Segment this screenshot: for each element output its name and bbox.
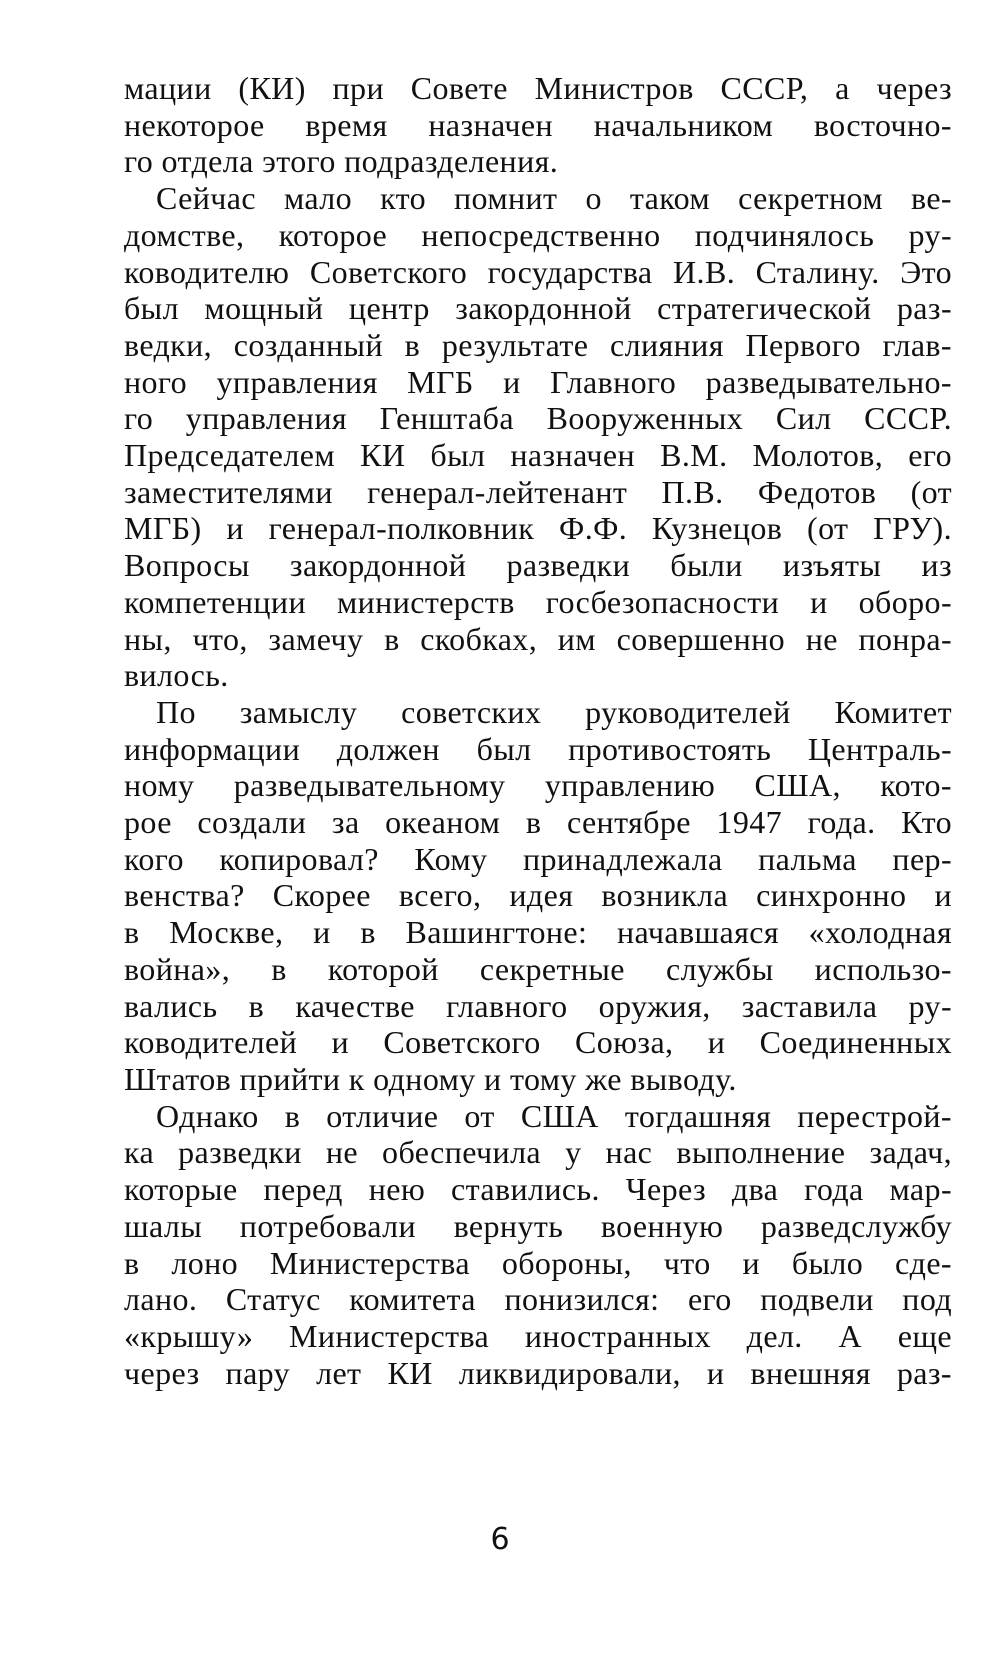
paragraph-3 xyxy=(124,694,952,1098)
text-line: ному разведывательному управлению США, кото- xyxy=(124,767,952,804)
text-line: война», в которой секретные службы использо- xyxy=(124,950,952,987)
text-line: венства? Скорее всего, идея возникла синхронно и xyxy=(124,877,952,914)
text-line: домстве, которое непосредственно подчинялось ру- xyxy=(124,216,952,253)
text-line: ны, что, замечу в скобках, им совершенно не понра- xyxy=(124,620,952,657)
text-line: МГБ) и генерал-полковник Ф.Ф. Кузнецов (от ГРУ). xyxy=(124,510,952,547)
text-line: в Москве, и в Вашингтоне: начавшаяся «холодная xyxy=(124,914,952,951)
text-line: компетенции министерств госбезопасности и оборо- xyxy=(124,583,952,620)
text-line: рое создали за океаном в сентябре 1947 года. Кто xyxy=(124,804,952,841)
text-line: информации должен был противостоять Централь- xyxy=(124,730,952,767)
text-line: кого копировал? Кому принадлежала пальма пер- xyxy=(124,840,952,877)
text-line: Однако в отличие от США тогдашняя перестрой- xyxy=(156,1097,952,1134)
text-line: «крышу» Министерства иностранных дел. А еще xyxy=(124,1317,952,1354)
text-line: ка разведки не обеспечила у нас выполнение задач, xyxy=(124,1134,952,1171)
text-line: ководителю Советского государства И.В. Сталину. Это xyxy=(124,253,952,290)
text-line: По замыслу советских руководителей Комитет xyxy=(156,693,952,730)
text-line: вилось. xyxy=(124,657,229,694)
text-line: ного управления МГБ и Главного разведывательно- xyxy=(124,363,952,400)
text-line: Штатов прийти к одному и тому же выводу. xyxy=(124,1060,737,1097)
page-number: 6 xyxy=(490,1522,510,1557)
paragraph-2 xyxy=(124,180,952,694)
text-line: некоторое время назначен начальником восточно- xyxy=(124,106,952,143)
text-line: мации (КИ) при Совете Министров СССР, а через xyxy=(124,70,952,106)
text-line: вались в качестве главного оружия, заставила ру- xyxy=(124,987,952,1024)
text-line: лано. Статус комитета понизился: его подвели под xyxy=(124,1281,952,1318)
text-line: го отдела этого подразделения. xyxy=(124,143,559,180)
text-line: Вопросы закордонной разведки были изъяты из xyxy=(124,547,952,584)
text-line: шалы потребовали вернуть военную разведслужбу xyxy=(124,1207,952,1244)
text-line: го управления Генштаба Вооруженных Сил СССР. xyxy=(124,400,952,437)
text-line: Сейчас мало кто помнит о таком секретном ве- xyxy=(156,180,952,217)
paragraph-1 xyxy=(124,70,952,180)
page-body xyxy=(124,70,952,1391)
text-line: был мощный центр закордонной стратегической раз- xyxy=(124,290,952,327)
text-line: ководителей и Советского Союза, и Соединенных xyxy=(124,1024,952,1061)
text-line: заместителями генерал-лейтенант П.В. Федотов (от xyxy=(124,473,952,510)
text-line: Председателем КИ был назначен В.М. Молотов, его xyxy=(124,437,952,474)
text-line: в лоно Министерства обороны, что и было сде- xyxy=(124,1244,952,1281)
paragraph-4 xyxy=(124,1098,952,1392)
text-line: которые перед нею ставились. Через два года мар- xyxy=(124,1171,952,1208)
text-line: через пару лет КИ ликвидировали, и внешняя раз- xyxy=(124,1354,952,1391)
text-line: ведки, созданный в результате слияния Первого глав- xyxy=(124,326,952,363)
